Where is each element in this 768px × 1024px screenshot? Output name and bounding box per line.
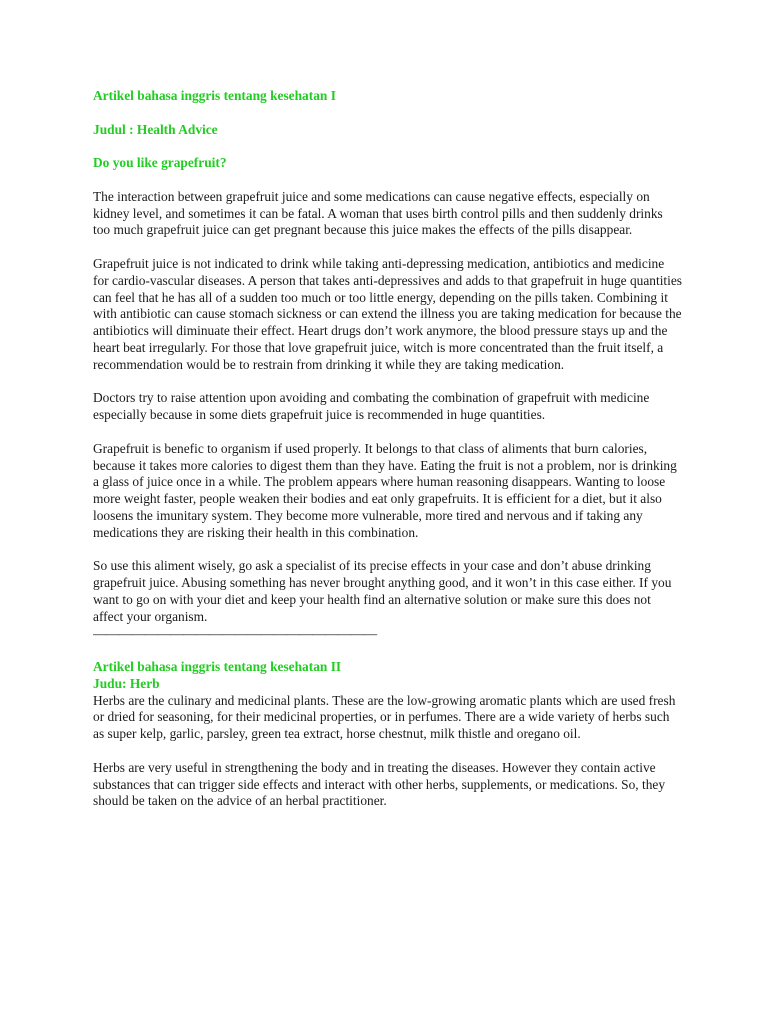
article-1-paragraph-5: So use this aliment wisely, go ask a specialist of its precise effects in your case and don’t abuse drinking grapefruit juice. Abusing something has never brought anything good, and it won’t in this case either. If you want to go on with your diet and keep your health find an alternative solution or make sure this does not affect your organism. xyxy=(93,558,672,624)
article-1-paragraph-4: Grapefruit is benefic to organism if used properly. It belongs to that class of aliments that burn calories, because it takes more calories to digest them than they have. Eating the fruit is not a problem, nor is drinking a glass of juice once in a while. The problem appears where human reasoning disappears. Wanting to loose more weight faster, people weaken their bodies and eat only grapefruits. It is efficient for a diet, but it also loosens the imunitary system. They become more vulnerable, more tired and nervous and if taking any medications they are risking their health in this combination. xyxy=(93,440,677,540)
article-1-paragraph-3: Doctors try to raise attention upon avoiding and combating the combination of grapefruit with medicine especially because in some diets grapefruit juice is recommended in huge quantities. xyxy=(93,390,650,423)
article-1-title: Judul : Health Advice xyxy=(93,121,218,137)
article-2-title: Judu: Herb xyxy=(93,675,160,691)
section-separator: —————————————————————— xyxy=(93,625,377,641)
article-2-paragraph-2: Herbs are very useful in strengthening the body and in treating the diseases. However they contain active substances that can trigger side effects and interact with other herbs, supplements, or medications. So, they should be taken on the advice of an herbal practitioner. xyxy=(93,759,666,809)
document-page xyxy=(93,88,683,810)
article-1-paragraph-1: The interaction between grapefruit juice and some medications can cause negative effects, especially on kidney level, and sometimes it can be fatal. A woman that uses birth control pills and then suddenly drinks too much grapefruit juice can get pregnant because this juice makes the effects of the pills disappear. xyxy=(93,188,663,238)
article-1-subtitle: Do you like grapefruit? xyxy=(93,155,227,171)
article-2-paragraph-1: Herbs are the culinary and medicinal plants. These are the low-growing aromatic plants which are used fresh or dried for seasoning, for their medicinal properties, or in perfumes. There are a wide variety of herbs such as super kelp, garlic, parsley, green tea extract, horse chestnut, milk thistle and oregano oil. xyxy=(93,692,676,742)
article-2-heading: Artikel bahasa inggris tentang kesehatan II xyxy=(93,659,342,675)
article-1-heading: Artikel bahasa inggris tentang kesehatan I xyxy=(93,88,336,103)
article-1-paragraph-2: Grapefruit juice is not indicated to drink while taking anti-depressing medication, antibiotics and medicine for cardio-vascular diseases. A person that takes anti-depressives and adds to that grapefruit in huge quantities can feel that he has all of a sudden too much or too little energy, depending on the pills taken. Combining it with antibiotic can cause stomach sickness or can extend the illness you are taking medication for because the antibiotics will diminuate their effect. Heart drugs don’t work anymore, the blood pressure stays up and the heart beat irregularly. For those that love grapefruit juice, witch is more concentrated than the fruit itself, a recommendation would be to restrain from drinking it while they are taking medication. xyxy=(93,255,683,372)
